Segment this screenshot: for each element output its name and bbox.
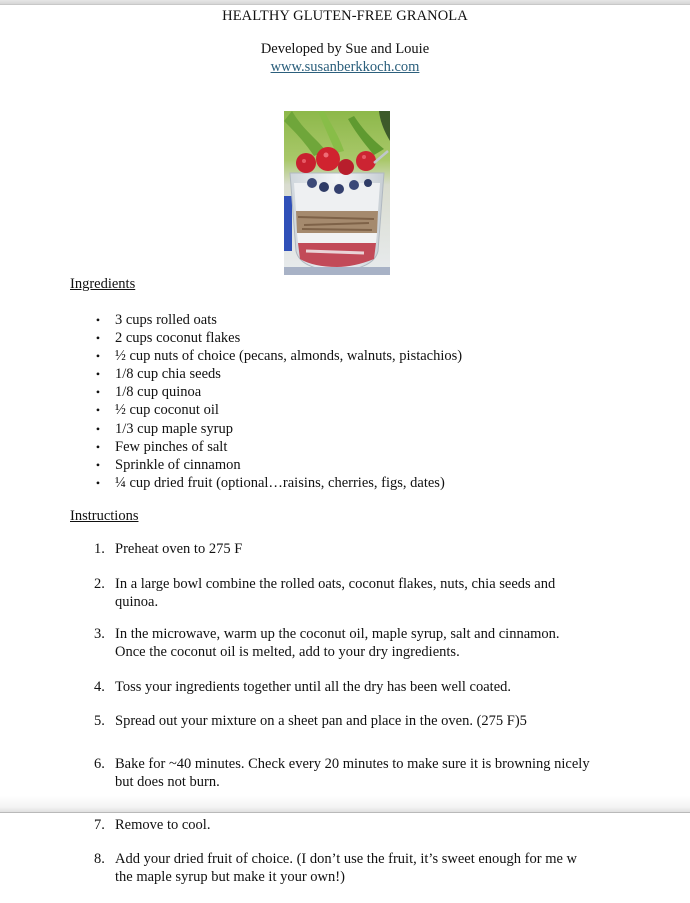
bullet-icon: • <box>95 475 101 490</box>
list-item: • ½ cup nuts of choice (pecans, almonds, walnuts, pistachios) <box>0 347 462 365</box>
document-title: HEALTHY GLUTEN-FREE GRANOLA <box>222 8 468 24</box>
list-item: • ½ cup coconut oil <box>0 401 462 419</box>
bullet-icon: • <box>95 439 101 454</box>
list-item: • 1/8 cup chia seeds <box>0 365 462 383</box>
bullet-icon: • <box>95 403 101 418</box>
ingredients-list <box>0 311 462 492</box>
website-link-container <box>0 59 690 76</box>
bullet-icon: • <box>95 457 101 472</box>
bullet-icon: • <box>95 367 101 382</box>
list-item: • 1/8 cup quinoa <box>0 383 462 401</box>
bullet-icon: • <box>95 331 101 346</box>
parfait-photo-icon <box>284 111 390 275</box>
list-item: • Sprinkle of cinnamon <box>0 456 462 474</box>
list-item: • 2 cups coconut flakes <box>0 329 462 347</box>
bullet-icon: • <box>95 421 101 436</box>
list-item: • ¼ cup dried fruit (optional…raisins, cherries, figs, dates) <box>0 474 462 492</box>
byline: Developed by Sue and Louie <box>260 41 430 57</box>
list-item: • 1/3 cup maple syrup <box>0 420 462 438</box>
bullet-icon: • <box>95 313 101 327</box>
list-item: • 3 cups rolled oats <box>0 311 462 329</box>
list-item: • Few pinches of salt <box>0 438 462 456</box>
parfait-photo <box>284 111 390 275</box>
website-link[interactable]: www.susanberkkoch.com <box>270 59 420 75</box>
bullet-icon: • <box>95 385 101 400</box>
bullet-icon: • <box>95 349 101 364</box>
page-break-divider <box>0 796 690 813</box>
ingredients-heading: Ingredients <box>70 276 136 292</box>
viewer-top-edge <box>0 0 690 5</box>
instructions-heading: Instructions <box>70 508 139 524</box>
